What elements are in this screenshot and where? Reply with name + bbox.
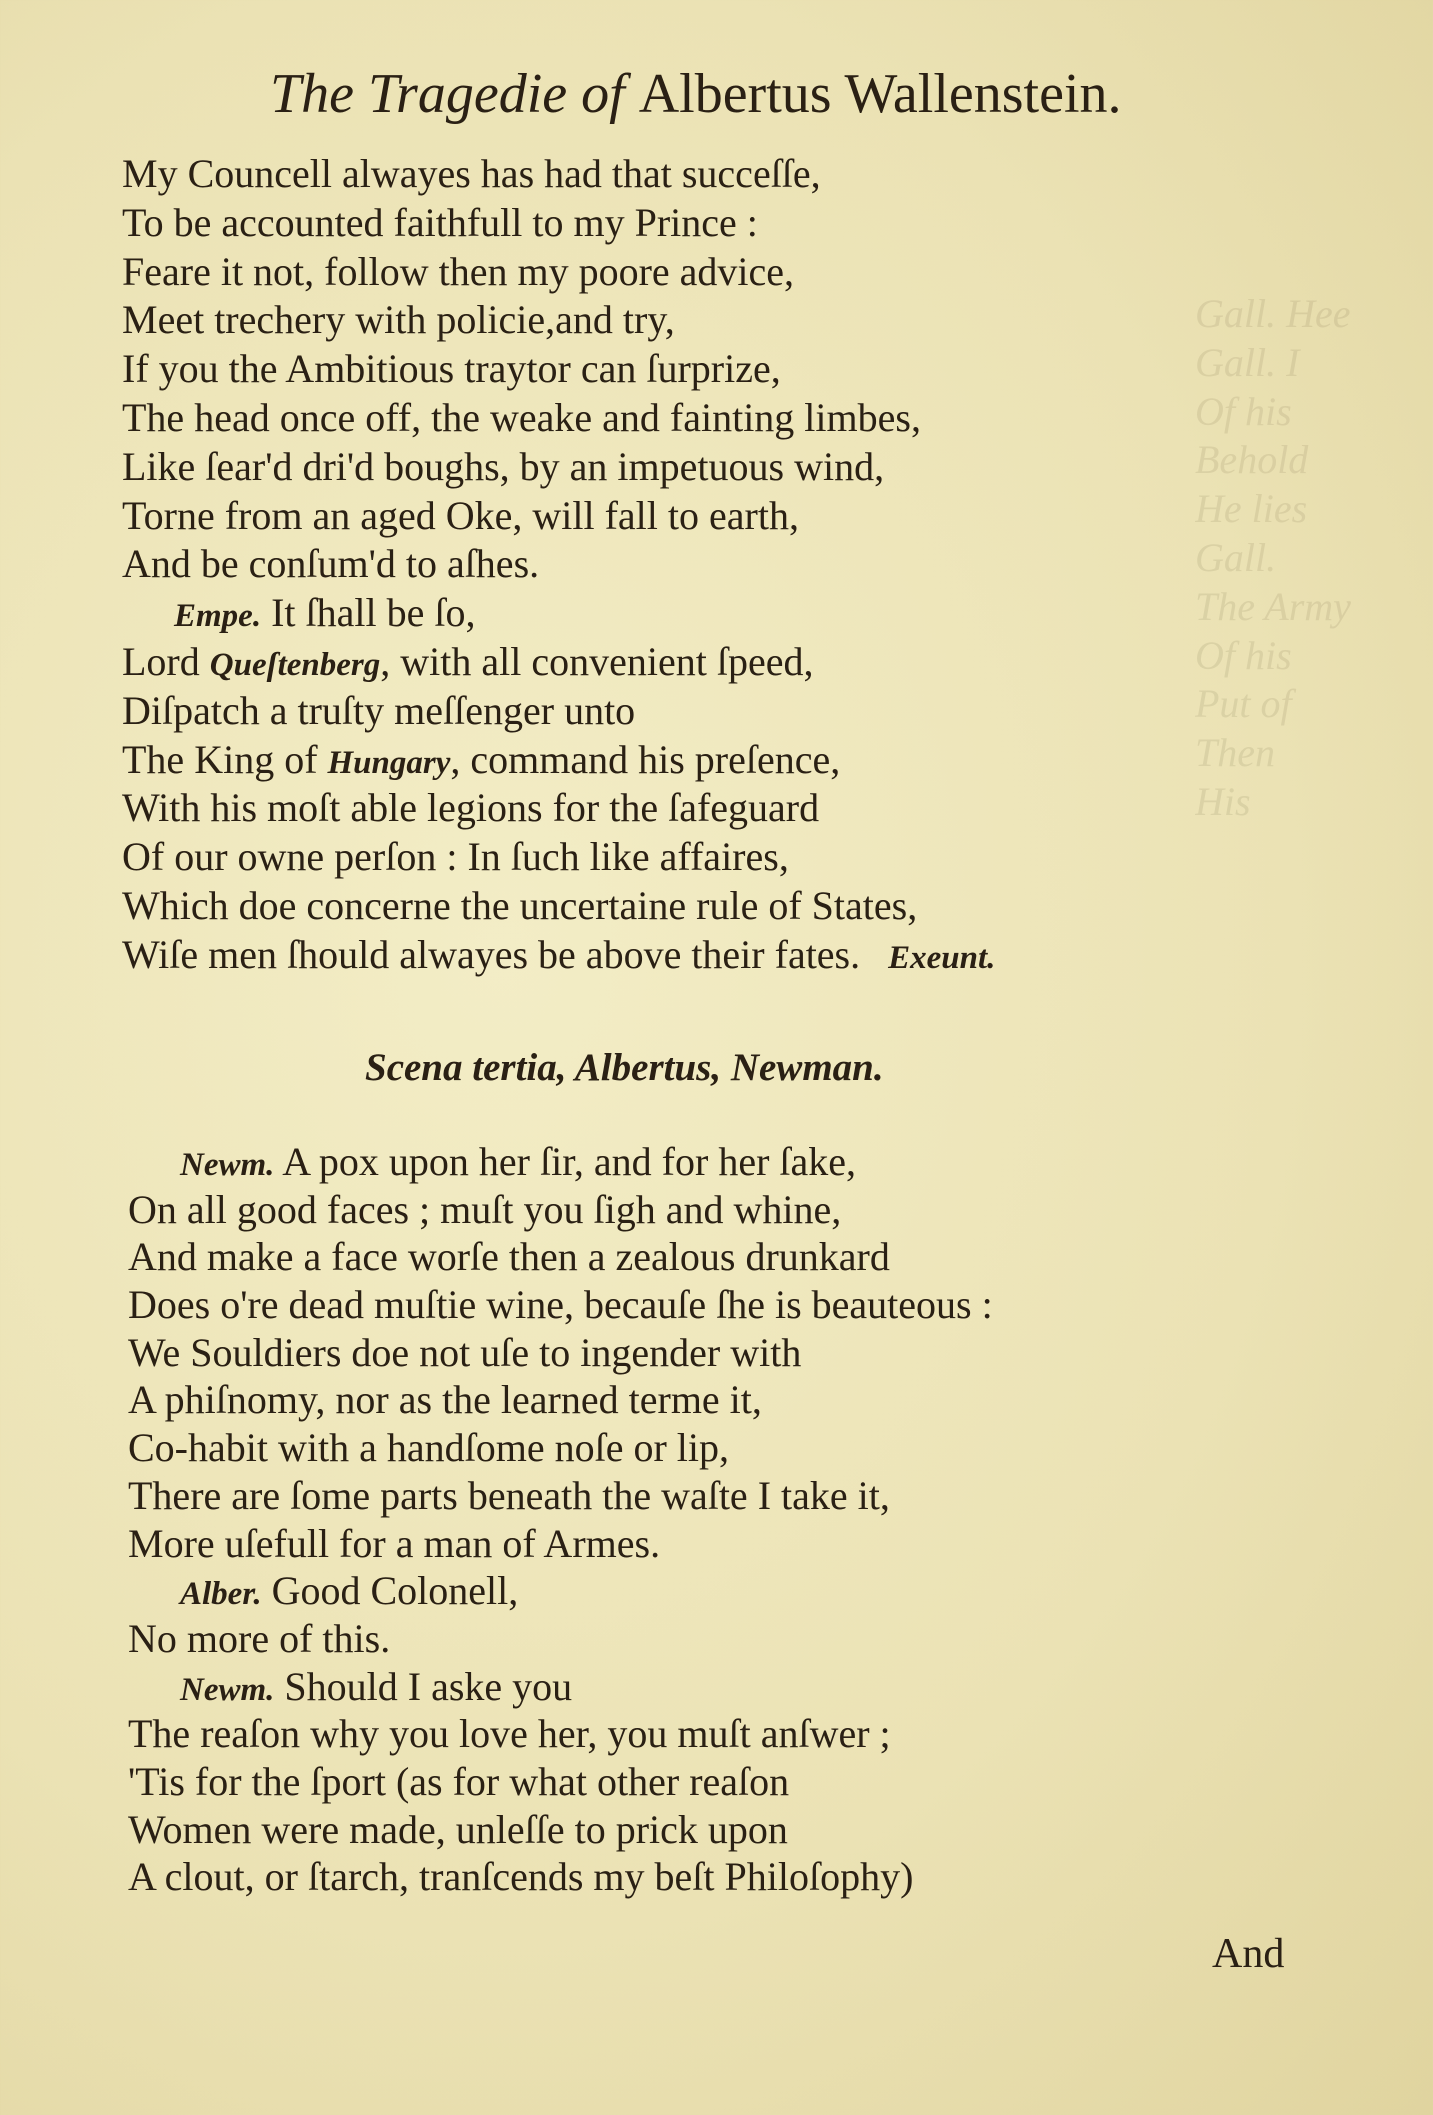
verse-line [128, 1186, 1308, 1234]
verse-line [122, 345, 1302, 394]
verse-text-rest: , command his preſence, [450, 736, 841, 782]
verse-line [122, 589, 1302, 638]
verse-text: There are ſome parts beneath the waſte I take it, [128, 1472, 890, 1518]
verse-text: More uſefull for a man of Armes. [128, 1520, 661, 1566]
verse-line [122, 833, 1302, 882]
verse-text: Of our owne perſon : In ſuch like affaires, [122, 834, 789, 880]
verse-text: Like ſear'd dri'd boughs, by an impetuous wind, [122, 443, 885, 489]
verse-text: The King of [122, 736, 328, 782]
verse-line [122, 492, 1302, 541]
verse-text: It ſhall be ſo, [271, 590, 476, 636]
verse-line [122, 248, 1302, 297]
verse-line [128, 1233, 1308, 1281]
speaker-name: Newm. [180, 1147, 275, 1183]
header-title-roman: Albertus Wallenstein. [638, 63, 1122, 125]
verse-text: The head once off, the weake and fainting limbes, [122, 394, 921, 440]
verse-line [122, 736, 1302, 785]
verse-text: The reaſon why you love her, you muſt anſwer ; [128, 1711, 891, 1757]
verse-block-1 [122, 150, 1302, 980]
verse-text: And be conſum'd to aſhes. [122, 541, 540, 587]
verse-text: To be accounted faithfull to my Prince : [122, 199, 758, 245]
verse-text: Good Colonell, [271, 1568, 519, 1614]
verse-line [122, 296, 1302, 345]
verse-line [122, 931, 1302, 980]
verse-line [128, 1281, 1308, 1329]
verse-line [128, 1710, 1308, 1758]
running-header [270, 62, 1170, 126]
speaker-name: Newm. [180, 1671, 275, 1708]
speaker-name: Empe. [174, 598, 262, 635]
verse-line [122, 394, 1302, 443]
verse-text: No more of this. [128, 1615, 391, 1661]
verse-text: A phiſnomy, nor as the learned terme it, [128, 1377, 762, 1423]
verse-line [122, 150, 1302, 199]
verse-line [128, 1853, 1308, 1901]
verse-line [128, 1376, 1308, 1424]
verse-line [128, 1663, 1308, 1711]
verse-line [128, 1424, 1308, 1472]
verse-text: 'Tis for the ſport (as for what other reaſon [128, 1758, 790, 1804]
verse-line [128, 1567, 1308, 1615]
verse-line [122, 638, 1302, 687]
verse-text: Meet trechery with policie,and try, [122, 297, 675, 343]
verse-text: Does o're dead muſtie wine, becauſe ſhe is beauteous : [128, 1282, 993, 1328]
verse-text: We Souldiers doe not uſe to ingender with [128, 1329, 802, 1375]
verse-line [128, 1472, 1308, 1520]
verse-text-rest: , with all convenient ſpeed, [380, 638, 814, 684]
verse-text: With his moſt able legions for the ſafeguard [122, 785, 820, 831]
verse-text: On all good faces ; muſt you ſigh and whine, [128, 1186, 842, 1232]
verse-text: A clout, or ſtarch, tranſcends my beſt Philoſophy) [128, 1854, 914, 1900]
catchword: And [1212, 1931, 1285, 1977]
scene-heading: Scena tertia, Albertus, Newman. [365, 1046, 884, 1089]
verse-line [128, 1329, 1308, 1377]
verse-line [128, 1615, 1308, 1663]
verse-text: Lord [122, 638, 210, 684]
verse-text: Women were made, unleſſe to prick upon [128, 1806, 788, 1852]
verse-text: Diſpatch a truſty meſſenger unto [122, 687, 636, 733]
proper-name: Hungary [327, 744, 451, 781]
verse-text: Torne from an aged Oke, will fall to earth, [122, 492, 799, 538]
verse-text: And make a face worſe then a zealous drunkard [128, 1234, 890, 1280]
verse-line [128, 1758, 1308, 1806]
stage-direction: Exeunt. [888, 939, 996, 976]
verse-line [122, 199, 1302, 248]
verse-text: Should I aske you [284, 1663, 573, 1709]
header-title-italic: The Tragedie of [270, 63, 625, 125]
verse-text: Which doe concerne the uncertaine rule of States, [122, 882, 918, 928]
proper-name: Queſtenberg [209, 646, 381, 683]
verse-line [122, 882, 1302, 931]
verse-line [122, 784, 1302, 833]
verse-block-2 [128, 1138, 1308, 1901]
verse-text: Wiſe men ſhould alwayes be above their fates. [122, 931, 861, 977]
verse-text: My Councell alwayes has had that succeſſe, [122, 151, 821, 196]
verse-line [122, 687, 1302, 736]
verse-text: If you the Ambitious traytor can ſurprize, [122, 346, 781, 392]
verse-line [122, 540, 1302, 589]
bleed-through-text: Gall. Hee Gall. I Of his Behold He lies Gall. The Army Of his Put of Then His [1195, 291, 1351, 824]
verse-line [122, 443, 1302, 492]
verse-text: Feare it not, follow then my poore advice, [122, 248, 795, 294]
verse-line [128, 1138, 1308, 1186]
verse-line [128, 1520, 1308, 1568]
speaker-name: Alber. [180, 1576, 262, 1613]
verse-text: A pox upon her ſir, and for her ſake, [282, 1139, 857, 1184]
verse-text: Co-habit with a handſome noſe or lip, [128, 1425, 729, 1471]
verse-line [128, 1806, 1308, 1854]
